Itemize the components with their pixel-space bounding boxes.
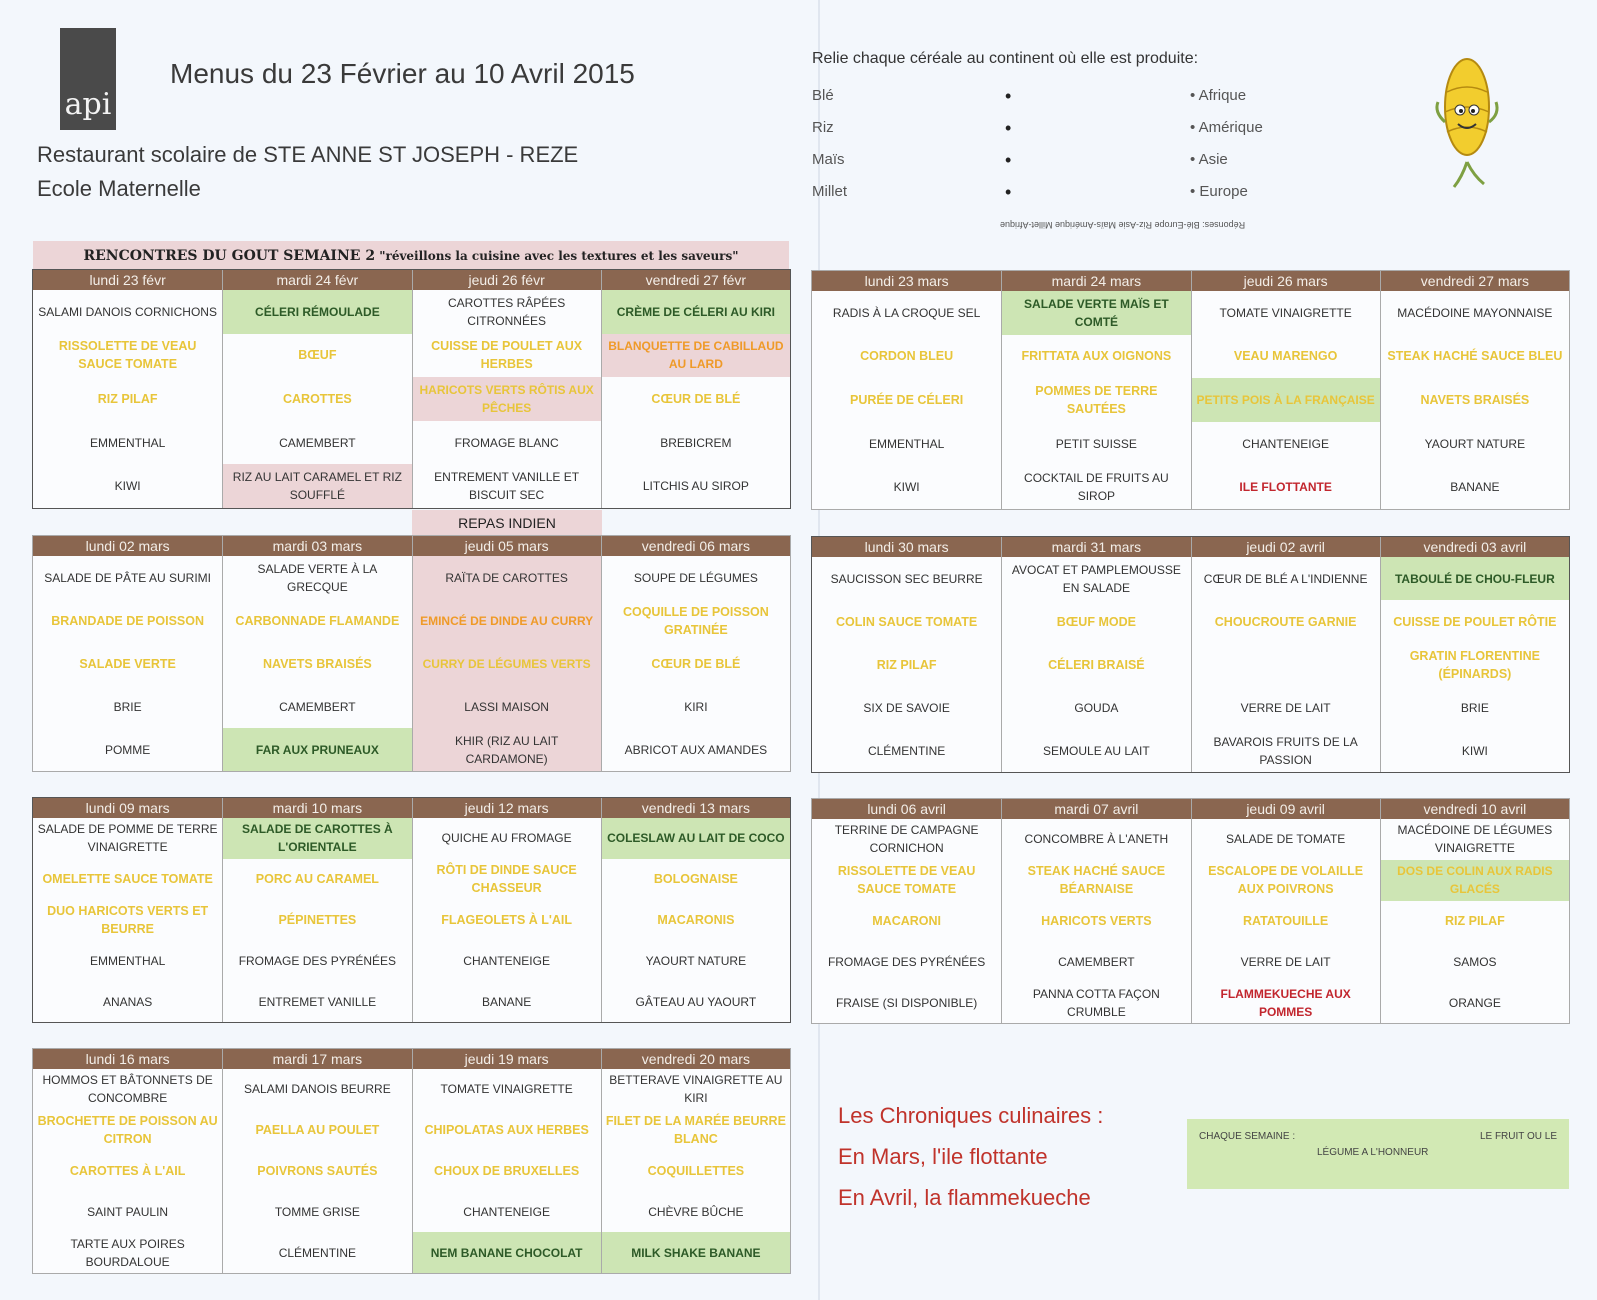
menu-item: DOS DE COLIN AUX RADIS GLACÉS: [1381, 860, 1569, 901]
menu-item: ENTREMENT VANILLE ET BISCUIT SEC: [434, 470, 580, 503]
menu-item: SALADE VERTE À LA GRECQUE: [257, 561, 378, 594]
day-header: jeudi 19 mars: [413, 1049, 601, 1069]
day-column: [601, 270, 790, 508]
menu-item: FLAMMEKUECHE AUX POMMES: [1220, 986, 1351, 1019]
menu-item: NAVETS BRAISÉS: [1420, 392, 1530, 407]
day-column: [222, 1049, 411, 1273]
menu-item: COQUILLE DE POISSON GRATINÉE: [622, 604, 769, 637]
day-header: mardi 31 mars: [1002, 537, 1190, 557]
day-header: lundi 30 mars: [812, 537, 1001, 557]
day-header: vendredi 06 mars: [602, 536, 790, 556]
day-header: mardi 17 mars: [223, 1049, 411, 1069]
chroniques-mars: En Mars, l'ile flottante: [838, 1144, 1048, 1169]
menu-item: PANNA COTTA FAÇON CRUMBLE: [1032, 986, 1160, 1019]
school-line-1: Restaurant scolaire de STE ANNE ST JOSEPH - REZE: [37, 142, 579, 167]
menu-item: CAROTTES À L'AIL: [69, 1163, 186, 1178]
week-table: [32, 1048, 791, 1274]
menu-item: HARICOTS VERTS: [1041, 913, 1152, 928]
day-column: [412, 536, 601, 771]
menu-item: TOMME GRISE: [274, 1204, 360, 1219]
menu-item: SAMOS: [1453, 954, 1497, 969]
day-header: lundi 16 mars: [33, 1049, 222, 1069]
day-header: mardi 24 févr: [223, 270, 411, 290]
menu-item: FROMAGE DES PYRÉNÉES: [827, 954, 986, 969]
menu-item: HARICOTS VERTS RÔTIS AUX PÊCHES: [413, 377, 601, 421]
week-table: [811, 798, 1570, 1024]
menu-item: BLANQUETTE DE CABILLAUD AU LARD: [602, 334, 790, 378]
week-table: [32, 535, 791, 772]
day-column: [1001, 537, 1190, 772]
quiz-cereal: Blé: [812, 87, 834, 104]
quiz-prompt: Relie chaque céréale au continent où elle est produite:: [812, 50, 1199, 67]
day-header: lundi 02 mars: [33, 536, 222, 556]
day-column: [33, 798, 222, 1022]
menu-item: CHANTENEIGE: [463, 953, 550, 968]
day-header: vendredi 27 févr: [602, 270, 790, 290]
chroniques-culinaires: [838, 1095, 1103, 1218]
menu-item: RIZ PILAF: [876, 657, 937, 672]
menu-item: BROCHETTE DE POISSON AU CITRON: [37, 1114, 218, 1147]
menu-item: PURÉE DE CÉLERI: [850, 392, 964, 407]
menu-item: BRIE: [113, 699, 142, 714]
menu-item: PORC AU CARAMEL: [255, 872, 379, 887]
day-column: [33, 270, 222, 508]
menu-item: CAROTTES RÂPÉES CITRONNÉES: [447, 295, 566, 328]
menu-item: CLÉMENTINE: [867, 743, 946, 758]
menu-item: DUO HARICOTS VERTS ET BEURRE: [47, 903, 209, 936]
menu-item: RAÏTA DE CAROTTES: [413, 556, 601, 599]
menu-item: ANANAS: [102, 994, 153, 1009]
menu-item: ORANGE: [1448, 995, 1501, 1010]
menu-item: ESCALOPE DE VOLAILLE AUX POIVRONS: [1208, 864, 1364, 897]
day-header: jeudi 26 févr: [413, 270, 601, 290]
menu-item: SIX DE SAVOIE: [863, 700, 950, 715]
menu-item: KIWI: [114, 479, 141, 494]
menu-item: RADIS À LA CROQUE SEL: [832, 305, 981, 320]
menu-item: SOUPE DE LÉGUMES: [633, 570, 758, 585]
day-column: [1001, 271, 1190, 509]
day-header: jeudi 26 mars: [1192, 271, 1380, 291]
menu-item: CORDON BLEU: [860, 349, 954, 364]
menu-item: FRITTATA AUX OIGNONS: [1021, 349, 1172, 364]
day-column: [1191, 799, 1380, 1023]
menu-item: CLÉMENTINE: [278, 1245, 357, 1260]
menu-item: EMMENTHAL: [89, 435, 166, 450]
quiz-cereal: Riz: [812, 119, 834, 136]
menu-item: HOMMOS ET BÂTONNETS DE CONCOMBRE: [42, 1073, 213, 1106]
menu-item: BAVAROIS FRUITS DE LA PASSION: [1213, 734, 1358, 767]
menu-item: FRAISE (SI DISPONIBLE): [835, 995, 978, 1010]
menu-item: SALADE DE POMME DE TERRE VINAIGRETTE: [37, 822, 218, 855]
menu-item: STEAK HACHÉ SAUCE BÉARNAISE: [1027, 864, 1166, 897]
day-column: [222, 270, 411, 508]
menu-item: SAINT PAULIN: [87, 1204, 169, 1219]
menu-item: LASSI MAISON: [413, 685, 601, 728]
menu-item: OMELETTE SAUCE TOMATE: [42, 872, 213, 887]
menu-item: CUISSE DE POULET RÔTIE: [1393, 614, 1557, 629]
menu-item: KIWI: [1461, 743, 1488, 758]
menu-item: EMMENTHAL: [89, 953, 166, 968]
menu-item: CHOUCROUTE GARNIE: [1214, 614, 1357, 629]
menu-item: BŒUF MODE: [1056, 614, 1136, 629]
menu-item: COQUILLETTES: [647, 1163, 745, 1178]
menu-item: TOMATE VINAIGRETTE: [440, 1082, 573, 1097]
quiz-dots: • • • •: [1005, 86, 1012, 202]
menu-item: BANANE: [1450, 480, 1500, 495]
menu-item: POMME: [104, 742, 151, 757]
menu-item: STEAK HACHÉ SAUCE BLEU: [1387, 349, 1563, 364]
menu-item: COLESLAW AU LAIT DE COCO: [602, 818, 790, 859]
day-column: [222, 798, 411, 1022]
day-header: vendredi 20 mars: [602, 1049, 790, 1069]
menu-item: KHIR (RIZ AU LAIT CARDAMONE): [413, 728, 601, 771]
menu-item: CÉLERI RÉMOULADE: [223, 290, 411, 334]
honneur-label-c: LÉGUME A L'HONNEUR: [1317, 1147, 1429, 1158]
day-column: [222, 536, 411, 771]
day-header: mardi 07 avril: [1002, 799, 1190, 819]
menu-item: CAROTTES: [283, 391, 352, 406]
menu-item: SALADE VERTE MAÏS ET COMTÉ: [1002, 291, 1190, 335]
day-column: [812, 271, 1001, 509]
day-column: [33, 536, 222, 771]
menu-item: GRATIN FLORENTINE (ÉPINARDS): [1409, 648, 1541, 681]
day-column: [601, 1049, 790, 1273]
menu-item: MACARONIS: [657, 912, 735, 927]
menu-item: COCKTAIL DE FRUITS AU SIROP: [1024, 471, 1169, 504]
quiz-cereal: Maïs: [812, 151, 845, 168]
menu-item: MACARONI: [872, 913, 941, 928]
menu-item: FLAGEOLETS À L'AIL: [441, 912, 572, 927]
menu-item: MACÉDOINE DE LÉGUMES VINAIGRETTE: [1397, 823, 1553, 856]
menu-item: VERRE DE LAIT: [1240, 700, 1331, 715]
week-table: [32, 797, 791, 1023]
day-header: vendredi 13 mars: [602, 798, 790, 818]
menu-item: CHANTENEIGE: [463, 1204, 550, 1219]
menu-item: CAMEMBERT: [1058, 954, 1135, 969]
school-line-2: Ecole Maternelle: [37, 176, 201, 201]
menu-item: CHOUX DE BRUXELLES: [434, 1163, 580, 1178]
menu-item: NAVETS BRAISÉS: [262, 656, 372, 671]
menu-item: CHÈVRE BÛCHE: [648, 1204, 744, 1219]
day-column: [412, 1049, 601, 1273]
page-title: Menus du 23 Février au 10 Avril 2015: [170, 58, 635, 89]
school-name: [37, 138, 578, 206]
quiz-continents: [1190, 80, 1263, 208]
menu-item: RIZ AU LAIT CARAMEL ET RIZ SOUFFLÉ: [223, 464, 411, 508]
gout-banner: RENCONTRES DU GOUT SEMAINE 2 "réveillons la cuisine avec les textures et les saveurs": [33, 241, 789, 271]
api-logo: api: [60, 28, 116, 130]
menu-item: BRANDADE DE POISSON: [51, 613, 205, 628]
week-table: [811, 536, 1570, 773]
week-table: [811, 270, 1570, 510]
quiz-continent: • Asie: [1190, 151, 1228, 168]
menu-item: SALADE DE TOMATE: [1225, 832, 1346, 847]
day-header: mardi 24 mars: [1002, 271, 1190, 291]
menu-item: RATATOUILLE: [1243, 913, 1329, 928]
day-column: [412, 798, 601, 1022]
menu-item: GOUDA: [1074, 700, 1119, 715]
menu-item: POIVRONS SAUTÉS: [257, 1163, 378, 1178]
day-column: [812, 799, 1001, 1023]
quiz-answers-upside-down: Réponses: Blé-Europe Riz-Asie Maïs-Amérique Millet-Afrique: [1000, 220, 1246, 230]
day-column: [601, 798, 790, 1022]
menu-item: CÉLERI BRAISÉ: [1048, 657, 1145, 672]
menu-item: KIWI: [893, 480, 920, 495]
day-header: lundi 06 avril: [812, 799, 1001, 819]
day-header: mardi 10 mars: [223, 798, 411, 818]
quiz-continent: • Europe: [1190, 183, 1248, 200]
menu-item: BETTERAVE VINAIGRETTE AU KIRI: [609, 1073, 783, 1106]
day-header: vendredi 27 mars: [1381, 271, 1569, 291]
menu-item: EMMENTHAL: [868, 436, 945, 451]
menu-item: VERRE DE LAIT: [1240, 954, 1331, 969]
menu-item: [1192, 643, 1380, 686]
menu-item: TARTE AUX POIRES BOURDALOUE: [70, 1236, 185, 1269]
quiz-continent: • Amérique: [1190, 119, 1263, 136]
quiz-cereal: Millet: [812, 183, 848, 200]
menu-item: BANANE: [481, 994, 532, 1009]
menu-item: ENTREMET VANILLE: [258, 994, 377, 1009]
menu-item: AVOCAT ET PAMPLEMOUSSE EN SALADE: [1011, 562, 1181, 595]
menu-item: FILET DE LA MARÉE BEURRE BLANC: [605, 1114, 786, 1147]
day-column: [1380, 271, 1569, 509]
menu-item: CARBONNADE FLAMANDE: [235, 613, 400, 628]
menu-item: EMINCÉ DE DINDE AU CURRY: [413, 599, 601, 642]
day-column: [33, 1049, 222, 1273]
day-column: [812, 537, 1001, 772]
menu-item: SALAMI DANOIS BEURRE: [244, 1082, 391, 1097]
menu-item: ILE FLOTTANTE: [1239, 480, 1332, 495]
menu-item: CŒUR DE BLÉ A L'INDIENNE: [1203, 571, 1368, 586]
chroniques-avril: En Avril, la flammekueche: [838, 1185, 1091, 1210]
menu-item: YAOURT NATURE: [645, 953, 747, 968]
chroniques-title: Les Chroniques culinaires :: [838, 1103, 1104, 1128]
day-column: [1001, 799, 1190, 1023]
menu-item: GÂTEAU AU YAOURT: [635, 994, 757, 1009]
menu-item: RÔTI DE DINDE SAUCE CHASSEUR: [436, 863, 577, 896]
menu-item: CRÈME DE CÉLERI AU KIRI: [602, 290, 790, 334]
menu-item: PÉPINETTES: [278, 912, 357, 927]
menu-item: PETITS POIS À LA FRANÇAISE: [1192, 378, 1380, 422]
day-header: vendredi 10 avril: [1381, 799, 1569, 819]
menu-item: BRIE: [1460, 700, 1489, 715]
menu-item: SALADE DE PÂTE AU SURIMI: [44, 570, 211, 585]
menu-item: YAOURT NATURE: [1424, 436, 1526, 451]
menu-item: CHANTENEIGE: [1242, 436, 1329, 451]
menu-item: MACÉDOINE MAYONNAISE: [1397, 305, 1553, 320]
menu-item: VEAU MARENGO: [1233, 349, 1338, 364]
day-header: jeudi 05 mars: [413, 536, 601, 556]
day-header: jeudi 09 avril: [1192, 799, 1380, 819]
menu-item: RIZ PILAF: [97, 391, 158, 406]
menu-item: SAUCISSON SEC BEURRE: [830, 571, 983, 586]
quiz-cereals: [812, 80, 847, 208]
menu-item: CUISSE DE POULET AUX HERBES: [431, 339, 583, 372]
day-column: [1191, 271, 1380, 509]
menu-item: PETIT SUISSE: [1055, 436, 1137, 451]
menu-item: BREBICREM: [660, 435, 732, 450]
honneur-label-b: LE FRUIT OU LE: [1479, 1131, 1557, 1142]
day-header: vendredi 03 avril: [1381, 537, 1569, 557]
day-header: lundi 09 mars: [33, 798, 222, 818]
honneur-label-a: CHAQUE SEMAINE :: [1199, 1131, 1296, 1142]
menu-item: MILK SHAKE BANANE: [602, 1232, 790, 1273]
menu-item: SEMOULE AU LAIT: [1043, 743, 1150, 758]
menu-item: CONCOMBRE À L'ANETH: [1024, 832, 1169, 847]
day-header: jeudi 02 avril: [1192, 537, 1380, 557]
menu-item: FAR AUX PRUNEAUX: [223, 728, 411, 771]
day-header: lundi 23 mars: [812, 271, 1001, 291]
menu-item: PAELLA AU POULET: [255, 1123, 380, 1138]
menu-item: KIRI: [684, 699, 708, 714]
menu-item: CAMEMBERT: [279, 435, 356, 450]
day-column: [601, 536, 790, 771]
day-header: jeudi 12 mars: [413, 798, 601, 818]
week-table: [32, 269, 791, 509]
menu-item: CŒUR DE BLÉ: [651, 656, 741, 671]
menu-item: SALADE VERTE: [79, 656, 176, 671]
menu-item: NEM BANANE CHOCOLAT: [413, 1232, 601, 1273]
menu-item: CHIPOLATAS AUX HERBES: [424, 1123, 589, 1138]
menu-item: CŒUR DE BLÉ: [651, 391, 741, 406]
day-column: [412, 270, 601, 508]
menu-item: RISSOLETTE DE VEAU SAUCE TOMATE: [58, 339, 197, 372]
menu-item: ABRICOT AUX AMANDES: [624, 742, 768, 757]
quiz-continent: • Afrique: [1190, 87, 1247, 104]
repas-indien-banner: REPAS INDIEN: [412, 510, 602, 536]
day-header: lundi 23 févr: [33, 270, 222, 290]
menu-item: POMMES DE TERRE SAUTÉES: [1035, 383, 1158, 416]
menu-item: RISSOLETTE DE VEAU SAUCE TOMATE: [837, 864, 976, 897]
day-column: [1191, 537, 1380, 772]
menu-item: SALADE DE CAROTTES À L'ORIENTALE: [223, 818, 411, 859]
menu-item: TOMATE VINAIGRETTE: [1219, 305, 1352, 320]
day-column: [1380, 537, 1569, 772]
wheat-mascot-icon: [1432, 52, 1502, 192]
fruit-legume-honneur-box: [1187, 1119, 1569, 1189]
menu-item: CURRY DE LÉGUMES VERTS: [413, 642, 601, 685]
day-header: mardi 03 mars: [223, 536, 411, 556]
menu-item: CAMEMBERT: [279, 699, 356, 714]
menu-item: LITCHIS AU SIROP: [642, 479, 749, 494]
menu-item: BOLOGNAISE: [653, 872, 738, 887]
menu-item: TABOULÉ DE CHOU-FLEUR: [1381, 557, 1569, 600]
day-column: [1380, 799, 1569, 1023]
menu-item: FROMAGE DES PYRÉNÉES: [238, 953, 397, 968]
menu-item: COLIN SAUCE TOMATE: [836, 614, 978, 629]
menu-item: FROMAGE BLANC: [454, 435, 559, 450]
menu-item: QUICHE AU FROMAGE: [441, 831, 572, 846]
menu-item: BŒUF: [298, 348, 337, 363]
menu-item: RIZ PILAF: [1445, 913, 1505, 928]
menu-item: SALAMI DANOIS CORNICHONS: [38, 304, 217, 319]
menu-item: TERRINE DE CAMPAGNE CORNICHON: [834, 823, 979, 856]
